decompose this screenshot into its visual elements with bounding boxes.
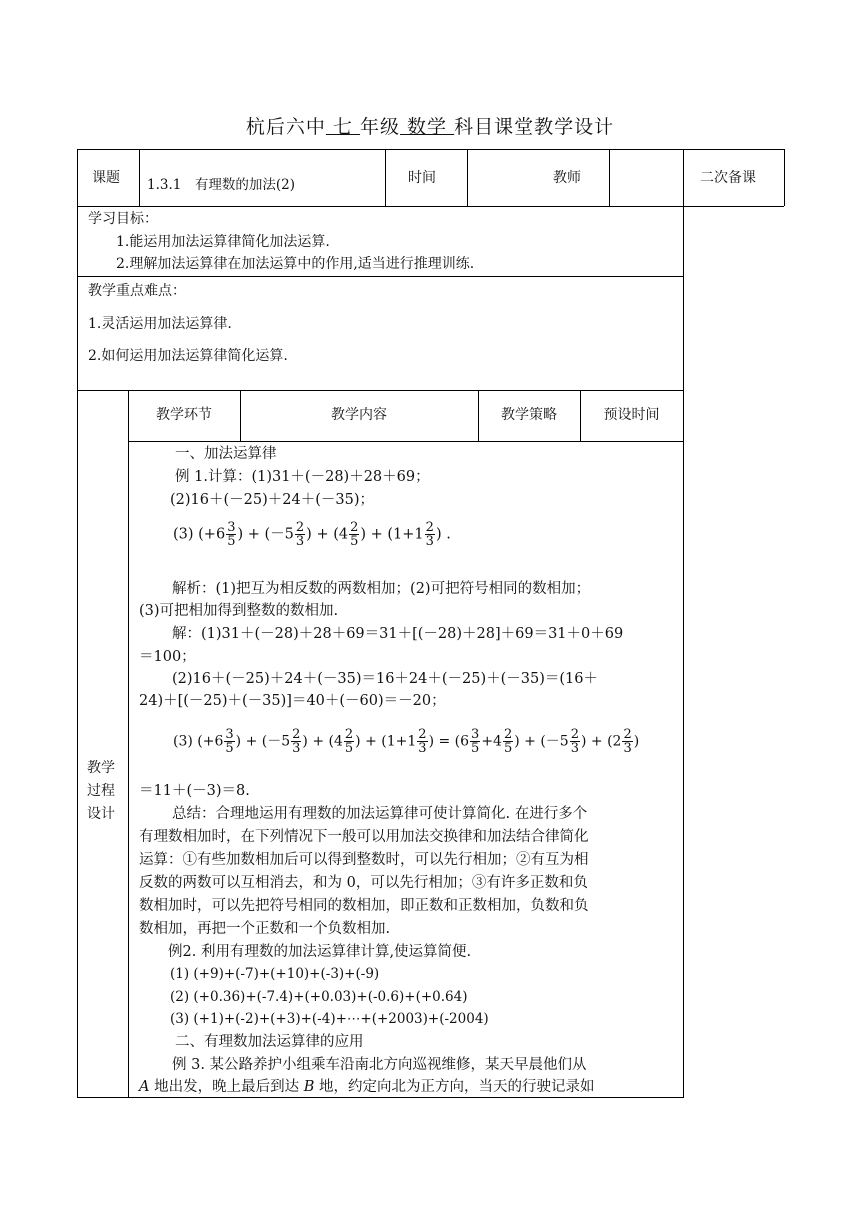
keypoint-item: 2.如何运用加法运算律简化运算. <box>88 348 288 364</box>
summary-line: 有理数相加时，在下列情况下一般可以用加法交换律和加法结合律简化 <box>139 829 589 845</box>
analysis: 解析：(1)把互为相反数的两数相加；(2)可把符号相同的数相加； <box>172 581 591 597</box>
solution-2: (2)16＋(－25)＋24＋(－35)＝16＋24＋(－25)＋(－35)＝(16＋ <box>172 671 599 687</box>
goal-item: 1.能运用加法运算律简化加法运算. <box>116 234 330 250</box>
column-header-time: 预设时间 <box>603 407 660 423</box>
keypoints-heading: 教学重点难点： <box>88 283 186 299</box>
solution-3: (3) (+6 $\frac{3}{5}$ ) + (－5 $\frac{2}{3}$ ) + (4 $\frac{2}{5}$ ) + (1+1 $\frac{2}{3}$ ) = (6 $\frac{3}{5}$ +4 $\frac{2}{5}$ ) + (－5 $\frac{2}{3}$ ) + (2 $\frac{2}{3}$ ) <box>173 727 640 756</box>
process-side-label: 过程 <box>87 783 115 799</box>
example-2-item: (3) (+1)+(-2)+(+3)+(-4)+⋯+(+2003)+(-2004) <box>170 1011 489 1027</box>
example-1-part-3: (3) (+6 $\frac{3}{5}$ ) + (－5 $\frac{2}{3}$ ) + (4 $\frac{2}{5}$ ) + (1+1 $\frac{2}{3}$ ) . <box>173 520 451 549</box>
time-label: 时间 <box>408 170 436 186</box>
solution-3-cont: ＝11＋(－3)＝8. <box>139 783 250 799</box>
summary-line: 数相加时，可以先把符号相同的数相加，即正数和正数相加，负数和负 <box>139 898 589 914</box>
grade-value: 七 <box>332 116 353 138</box>
column-header-stage: 教学环节 <box>156 407 212 423</box>
example-1: 例 1.计算：(1)31＋(－28)＋28＋69； <box>175 469 430 485</box>
page-title: 杭后六中 七 年级 数学 科目课堂教学设计 <box>245 116 615 138</box>
solution-1: 解：(1)31＋(－28)＋28＋69＝31＋[(－28)＋28]＋69＝31＋0＋69 <box>172 626 624 642</box>
summary-line: 数相加，再把一个正数和一个负数相加. <box>139 921 391 937</box>
topic-value: 1.3.1 有理数的加法(2) <box>147 177 295 193</box>
summary-line: 总结：合理地运用有理数的加法运算律可使计算简化. 在进行多个 <box>172 806 588 822</box>
example-3: 例 3. 某公路养护小组乘车沿南北方向巡视维修，某天早晨他们从 <box>172 1057 587 1073</box>
section-heading: 二、有理数加法运算律的应用 <box>175 1034 364 1050</box>
summary-line: 运算：①有些加数相加后可以得到整数时，可以先行相加；②有互为相 <box>139 852 589 868</box>
analysis-cont: (3)可把相加得到整数的数相加. <box>139 603 339 619</box>
solution-2-cont: 24)＋[(－25)＋(－35)]＝40＋(－60)＝－20； <box>139 693 446 709</box>
goal-item: 2.理解加法运算律在加法运算中的作用,适当进行推理训练. <box>116 256 475 272</box>
example-3-cont: A 地出发，晚上最后到达 B 地，约定向北为正方向，当天的行驶记录如 <box>139 1079 595 1095</box>
goals-heading: 学习目标： <box>88 211 158 227</box>
column-header-strategy: 教学策略 <box>501 407 557 423</box>
section-heading: 一、加法运算律 <box>175 446 277 462</box>
solution-1-cont: ＝100； <box>139 649 196 665</box>
summary-line: 反数的两数可以互相消去，和为 0，可以先行相加；③有许多正数和负 <box>139 875 588 891</box>
subject-value: 数学 <box>407 116 448 138</box>
topic-label: 课题 <box>92 170 120 186</box>
example-2-item: (1) (+9)+(-7)+(+10)+(-3)+(-9) <box>170 966 380 982</box>
keypoint-item: 1.灵活运用加法运算律. <box>88 316 232 332</box>
example-1-part-2: (2)16＋(－25)＋24＋(－35)； <box>170 492 374 508</box>
process-side-label: 设计 <box>87 806 115 822</box>
column-header-content: 教学内容 <box>331 407 387 423</box>
prep-label: 二次备课 <box>700 170 756 186</box>
teacher-label: 教师 <box>553 170 581 186</box>
process-side-label: 教学 <box>87 760 115 776</box>
example-2: 例2. 利用有理数的加法运算律计算,使运算简便. <box>168 944 472 960</box>
example-2-item: (2) (+0.36)+(-7.4)+(+0.03)+(-0.6)+(+0.64) <box>170 989 468 1005</box>
